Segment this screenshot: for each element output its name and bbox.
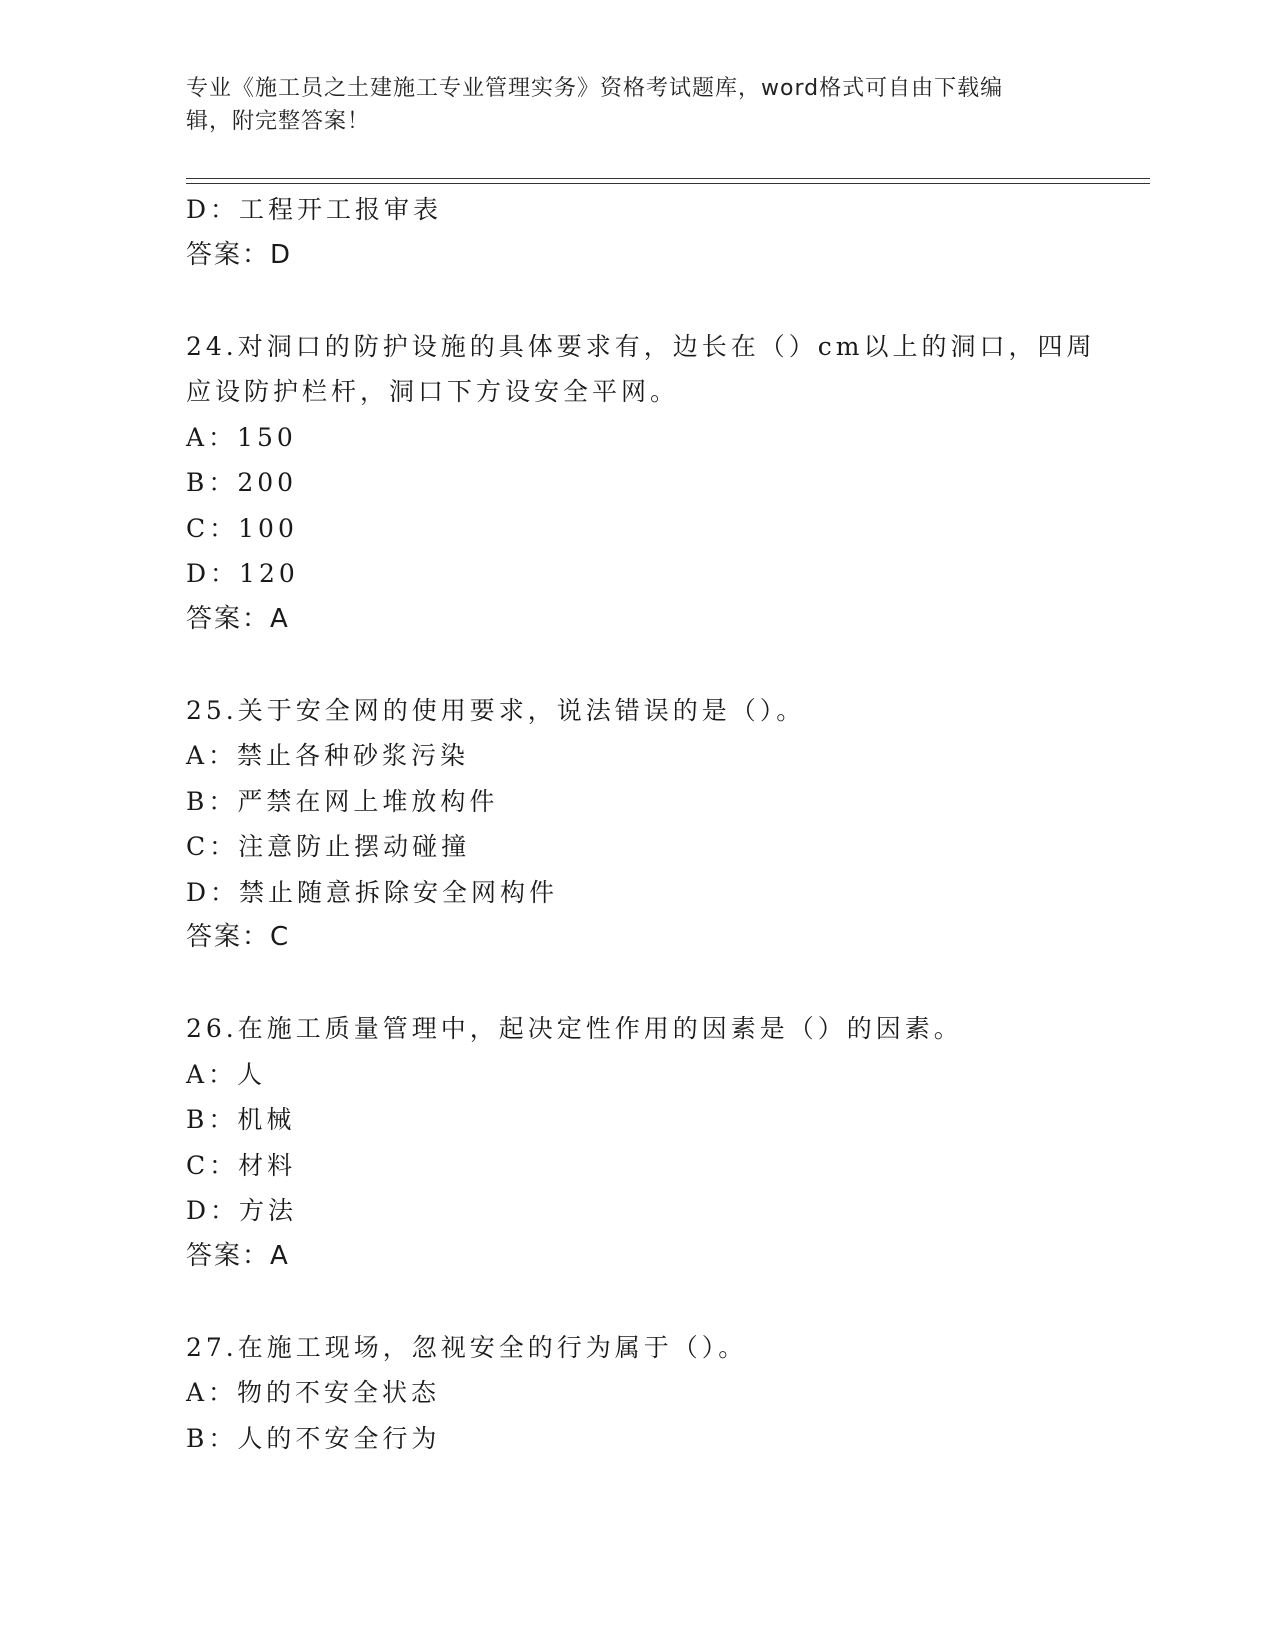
option-c: C：注意防止摆动碰撞 (186, 832, 471, 861)
option-d: D：工程开工报审表 (186, 195, 443, 224)
question-26 (186, 1006, 1086, 1279)
question-stem: 24.对洞口的防护设施的具体要求有，边长在（）cm以上的洞口，四周 (186, 331, 1096, 361)
option-d: D：120 (186, 559, 299, 588)
option-c: C：100 (186, 513, 298, 543)
spacer (186, 1279, 1086, 1325)
answer-line: 答案：A (186, 603, 290, 634)
option-d: D：禁止随意拆除安全网构件 (186, 877, 559, 907)
option-a: A：禁止各种砂浆污染 (186, 741, 470, 770)
question-list (186, 187, 1096, 1461)
question-stem-continued: 应设防护栏杆，洞口下方设安全平网。 (186, 377, 680, 406)
option-b: B：200 (186, 468, 298, 497)
question-stem: 26.在施工质量管理中，起决定性作用的因素是（）的因素。 (186, 1014, 963, 1043)
spacer (186, 278, 1086, 324)
spacer (186, 961, 1086, 1007)
question-stem: 27.在施工现场，忽视安全的行为属于（）。 (186, 1332, 748, 1362)
answer-line: 答案：D (186, 239, 293, 270)
option-c: C：材料 (186, 1150, 297, 1180)
option-b: B：机械 (186, 1105, 296, 1134)
header-divider-top (186, 178, 1150, 179)
answer-line: 答案：C (186, 922, 291, 952)
option-b: B：人的不安全行为 (186, 1423, 441, 1453)
question-27 (186, 1325, 1086, 1462)
document-header (186, 72, 1076, 138)
question-24 (186, 324, 1096, 643)
question-stem: 25.关于安全网的使用要求，说法错误的是（）。 (186, 695, 806, 725)
question-25 (186, 688, 1086, 961)
option-b: B：严禁在网上堆放构件 (186, 786, 499, 816)
answer-line: 答案：A (186, 1240, 290, 1271)
option-a: A：物的不安全状态 (186, 1378, 441, 1407)
option-d: D：方法 (186, 1196, 298, 1225)
header-line-1: 专业《施工员之土建施工专业管理实务》资格考试题库，word格式可自由下载编 (186, 76, 1004, 101)
option-a: A：人 (186, 1059, 267, 1089)
header-divider-bottom (186, 183, 1150, 184)
option-a: A：150 (186, 422, 297, 452)
header-line-2: 辑，附完整答案！ (186, 109, 371, 134)
spacer (186, 642, 1086, 688)
